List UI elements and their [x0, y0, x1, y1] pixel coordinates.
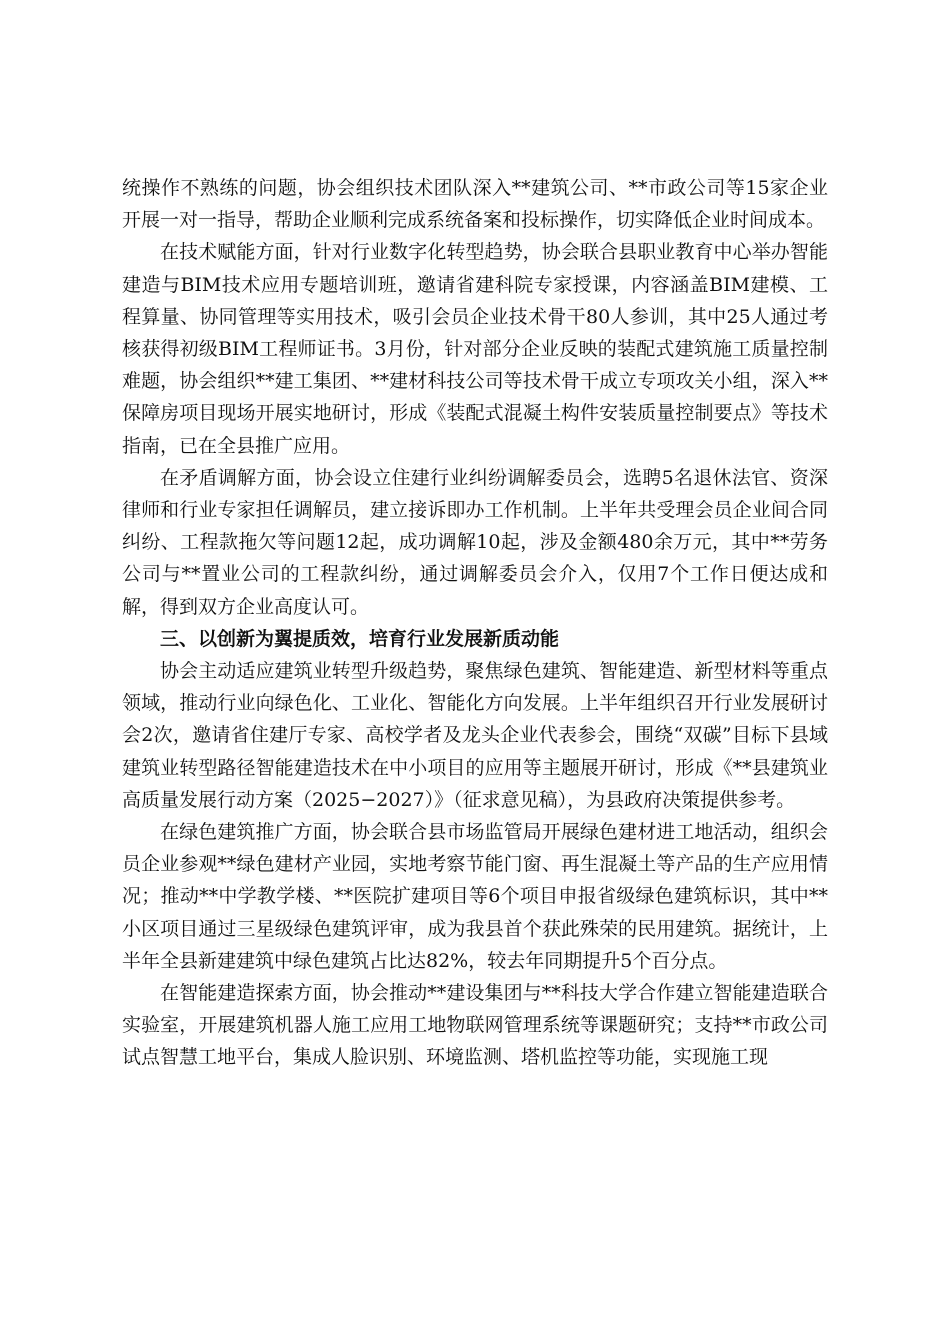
section-heading-innovation: 三、以创新为翼提质效，培育行业发展新质动能 — [160, 627, 560, 650]
document-body — [122, 172, 828, 1074]
paragraph-continuation: 统操作不熟练的问题，协会组织技术团队深入**建筑公司、**市政公司等15家企业开展一对一指导，帮助企业顺利完成系统备案和投标操作，切实降低企业时间成本。 — [122, 177, 828, 232]
paragraph-dispute-mediation: 在矛盾调解方面，协会设立住建行业纠纷调解委员会，选聘5名退休法官、资深律师和行业专家担任调解员，建立接诉即办工作机制。上半年共受理会员企业间合同纠纷、工程款拖欠等问题12起，成功调解10起，涉及金额480余万元，其中**劳务公司与**置业公司的工程款纠纷，通过调解委员会介入，仅用7个工作日便达成和解，得到双方企业高度认可。 — [122, 466, 828, 618]
paragraph-smart-construction: 在智能建造探索方面，协会推动**建设集团与**科技大学合作建立智能建造联合实验室，开展建筑机器人施工应用工地物联网管理系统等课题研究；支持**市政公司试点智慧工地平台，集成人脸识别、环境监测、塔机监控等功能，实现施工现 — [122, 982, 828, 1069]
paragraph-industry-transformation: 协会主动适应建筑业转型升级趋势，聚焦绿色建筑、智能建造、新型材料等重点领域，推动行业向绿色化、工业化、智能化方向发展。上半年组织召开行业发展研讨会2次，邀请省住建厅专家、高校学者及龙头企业代表参会，围绕“双碳”目标下县域建筑业转型路径智能建造技术在中小项目的应用等主题展开研讨，形成《**县建筑业高质量发展行动方案（2025−2027）》（征求意见稿），为县政府决策提供参考。 — [122, 660, 828, 811]
paragraph-tech-empowerment: 在技术赋能方面，针对行业数字化转型趋势，协会联合县职业教育中心举办智能建造与BIM技术应用专题培训班，邀请省建科院专家授课，内容涵盖BIM建模、工程算量、协同管理等实用技术，吸引会员企业技术骨干80人参训，其中25人通过考核获得初级BIM工程师证书。3月份，针对部分企业反映的装配式建筑施工质量控制难题，协会组织**建工集团、**建材科技公司等技术骨干成立专项攻关小组，深入**保障房项目现场开展实地研讨，形成《装配式混凝土构件安装质量控制要点》等技术指南，已在全县推广应用。 — [122, 241, 828, 457]
paragraph-green-building: 在绿色建筑推广方面，协会联合县市场监管局开展绿色建材进工地活动，组织会员企业参观**绿色建材产业园，实地考察节能门窗、再生混凝土等产品的生产应用情况；推动**中学教学楼、**医院扩建项目等6个项目申报省级绿色建筑标识，其中**小区项目通过三星级绿色建筑评审，成为我县首个获此殊荣的民用建筑。据统计，上半年全县新建建筑中绿色建筑占比达82%，较去年同期提升5个百分点。 — [122, 821, 828, 972]
